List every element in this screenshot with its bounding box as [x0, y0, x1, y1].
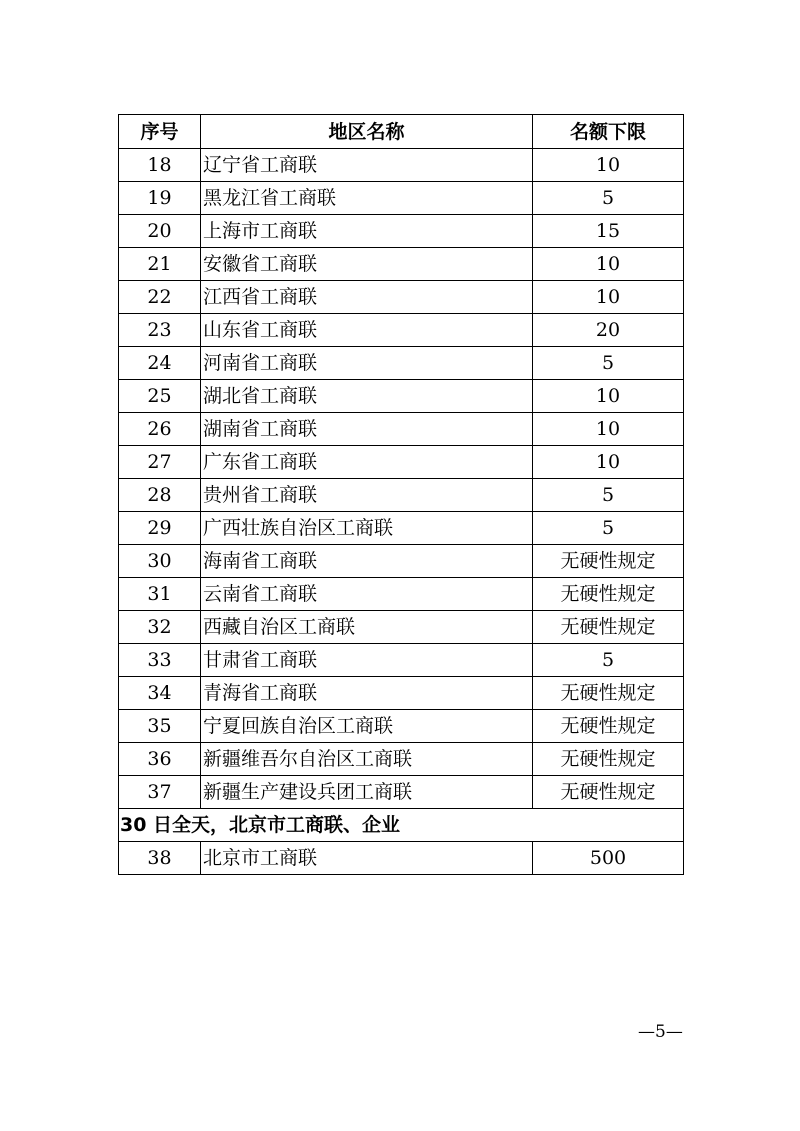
cell-region: 安徽省工商联 [201, 248, 533, 281]
table-row [119, 710, 684, 743]
cell-region: 宁夏回族自治区工商联 [201, 710, 533, 743]
cell-quota: 10 [533, 149, 684, 182]
cell-quota: 无硬性规定 [533, 611, 684, 644]
cell-quota: 5 [533, 182, 684, 215]
quota-table [118, 114, 684, 875]
cell-quota: 无硬性规定 [533, 677, 684, 710]
cell-seq: 31 [119, 578, 201, 611]
cell-quota: 5 [533, 512, 684, 545]
table-row [119, 743, 684, 776]
table-body [119, 149, 684, 875]
cell-seq: 28 [119, 479, 201, 512]
section-heading: 30 日全天，北京市工商联、企业 [119, 809, 684, 842]
cell-quota: 500 [533, 842, 684, 875]
cell-seq: 34 [119, 677, 201, 710]
table-row [119, 545, 684, 578]
table-row [119, 479, 684, 512]
cell-seq: 27 [119, 446, 201, 479]
cell-region: 广东省工商联 [201, 446, 533, 479]
cell-quota: 无硬性规定 [533, 545, 684, 578]
section-row [119, 809, 684, 842]
header-region: 地区名称 [201, 115, 533, 149]
cell-region: 山东省工商联 [201, 314, 533, 347]
cell-region: 新疆维吾尔自治区工商联 [201, 743, 533, 776]
table-row [119, 248, 684, 281]
table-row [119, 446, 684, 479]
cell-seq: 33 [119, 644, 201, 677]
header-row [119, 115, 684, 149]
cell-region: 新疆生产建设兵团工商联 [201, 776, 533, 809]
table-row [119, 842, 684, 875]
header-seq: 序号 [119, 115, 201, 149]
cell-region: 西藏自治区工商联 [201, 611, 533, 644]
cell-region: 湖北省工商联 [201, 380, 533, 413]
cell-seq: 21 [119, 248, 201, 281]
cell-region: 上海市工商联 [201, 215, 533, 248]
cell-quota: 15 [533, 215, 684, 248]
table-row [119, 182, 684, 215]
cell-quota: 无硬性规定 [533, 710, 684, 743]
cell-seq: 36 [119, 743, 201, 776]
cell-quota: 5 [533, 479, 684, 512]
cell-quota: 10 [533, 380, 684, 413]
cell-seq: 20 [119, 215, 201, 248]
cell-region: 湖南省工商联 [201, 413, 533, 446]
cell-region: 云南省工商联 [201, 578, 533, 611]
cell-quota: 无硬性规定 [533, 578, 684, 611]
table-row [119, 380, 684, 413]
cell-region: 青海省工商联 [201, 677, 533, 710]
cell-region: 广西壮族自治区工商联 [201, 512, 533, 545]
cell-seq: 23 [119, 314, 201, 347]
cell-region: 辽宁省工商联 [201, 149, 533, 182]
table-row [119, 281, 684, 314]
cell-seq: 19 [119, 182, 201, 215]
cell-seq: 22 [119, 281, 201, 314]
cell-seq: 29 [119, 512, 201, 545]
cell-seq: 38 [119, 842, 201, 875]
table-row [119, 149, 684, 182]
cell-region: 黑龙江省工商联 [201, 182, 533, 215]
table-row [119, 677, 684, 710]
page-number: —5— [638, 1022, 683, 1042]
cell-region: 贵州省工商联 [201, 479, 533, 512]
cell-region: 北京市工商联 [201, 842, 533, 875]
cell-seq: 26 [119, 413, 201, 446]
cell-quota: 20 [533, 314, 684, 347]
cell-seq: 25 [119, 380, 201, 413]
cell-region: 江西省工商联 [201, 281, 533, 314]
table-row [119, 314, 684, 347]
cell-seq: 30 [119, 545, 201, 578]
cell-region: 甘肃省工商联 [201, 644, 533, 677]
table-row [119, 512, 684, 545]
cell-quota: 10 [533, 248, 684, 281]
table-row [119, 644, 684, 677]
cell-seq: 35 [119, 710, 201, 743]
cell-quota: 10 [533, 446, 684, 479]
cell-seq: 37 [119, 776, 201, 809]
header-quota: 名额下限 [533, 115, 684, 149]
cell-region: 河南省工商联 [201, 347, 533, 380]
table-row [119, 347, 684, 380]
table-row [119, 776, 684, 809]
table-row [119, 611, 684, 644]
table-header [119, 115, 684, 149]
cell-quota: 5 [533, 347, 684, 380]
cell-seq: 32 [119, 611, 201, 644]
table-row [119, 413, 684, 446]
cell-quota: 10 [533, 281, 684, 314]
cell-quota: 10 [533, 413, 684, 446]
table-row [119, 215, 684, 248]
table-row [119, 578, 684, 611]
cell-quota: 无硬性规定 [533, 776, 684, 809]
cell-region: 海南省工商联 [201, 545, 533, 578]
cell-seq: 18 [119, 149, 201, 182]
cell-seq: 24 [119, 347, 201, 380]
cell-quota: 5 [533, 644, 684, 677]
cell-quota: 无硬性规定 [533, 743, 684, 776]
